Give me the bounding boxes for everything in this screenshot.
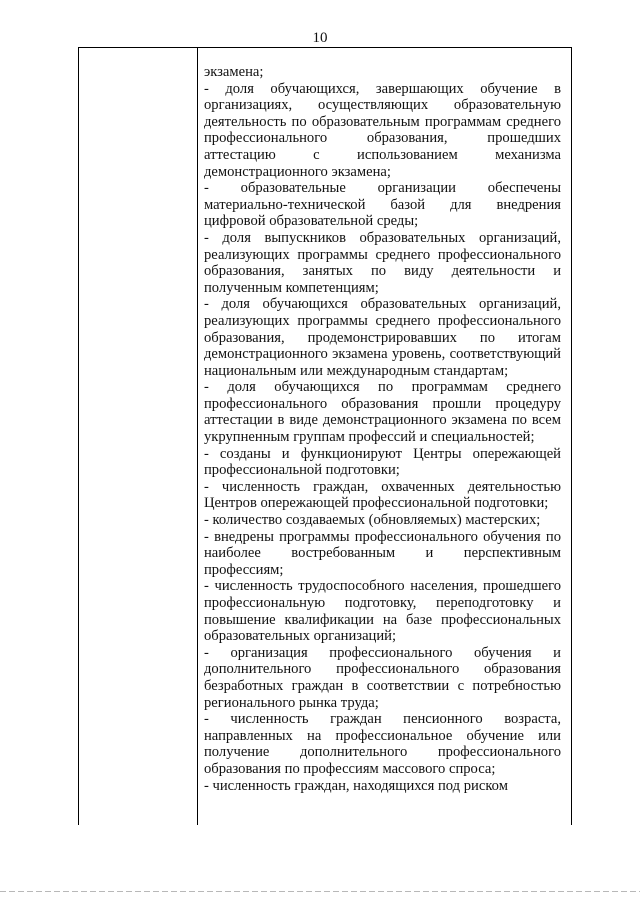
table-paragraph: экзамена; <box>204 64 264 80</box>
table-paragraph: - доля обучающихся, завершающих обучение в организациях, осуществляющих образовательную деятельность по образовательным программам среднего профессионального образования, прошедших аттестацию с использованием механизма демонстрационного экзамена; <box>204 80 561 180</box>
table-paragraph: - численность граждан, охваченных деятельностью Центров опережающей профессиональной подготовки; <box>204 478 561 512</box>
table-paragraph: - доля обучающихся образовательных организаций, реализующих программы среднего профессионального образования, продемонстрировавших по итогам демонстрационного экзамена уровень, соответствующий национальным или международным стандартам; <box>204 296 561 379</box>
table-paragraph: - организация профессионального обучения и дополнительного профессионального образования безработных граждан в соответствии с потребностью регионального рынка труда; <box>204 644 561 711</box>
indicators-table <box>78 47 572 825</box>
table-paragraph: - численность граждан, находящихся под риском <box>204 777 508 794</box>
table-paragraph: - образовательные организации обеспечены материально-технической базой для внедрения цифровой образовательной среды; <box>204 180 561 230</box>
indicators-column <box>204 64 561 794</box>
page-number: 10 <box>312 30 328 46</box>
column-separator <box>197 48 198 825</box>
table-paragraph: - созданы и функционируют Центры опережающей профессиональной подготовки; <box>204 445 561 479</box>
scan-bottom-rule <box>0 891 640 892</box>
table-paragraph: - доля обучающихся по программам среднего профессионального образования прошли процедуру аттестации в виде демонстрационного экзамена по всем укрупненным группам профессий и специальностей; <box>204 379 561 446</box>
table-paragraph: - количество создаваемых (обновляемых) мастерских; <box>204 512 541 529</box>
table-paragraph: - численность трудоспособного населения, прошедшего профессиональную подготовку, переподготовку и повышение квалификации на базе профессиональных образовательных организаций; <box>204 578 561 645</box>
table-paragraph: - доля выпускников образовательных организаций, реализующих программы среднего профессионального образования, занятых по виду деятельности и полученным компетенциям; <box>204 229 561 296</box>
table-paragraph: - внедрены программы профессионального обучения по наиболее востребованным и перспективным профессиям; <box>204 528 561 578</box>
table-paragraph: - численность граждан пенсионного возраста, направленных на профессиональное обучение или получение дополнительного профессионального образования по профессиям массового спроса; <box>204 711 561 777</box>
